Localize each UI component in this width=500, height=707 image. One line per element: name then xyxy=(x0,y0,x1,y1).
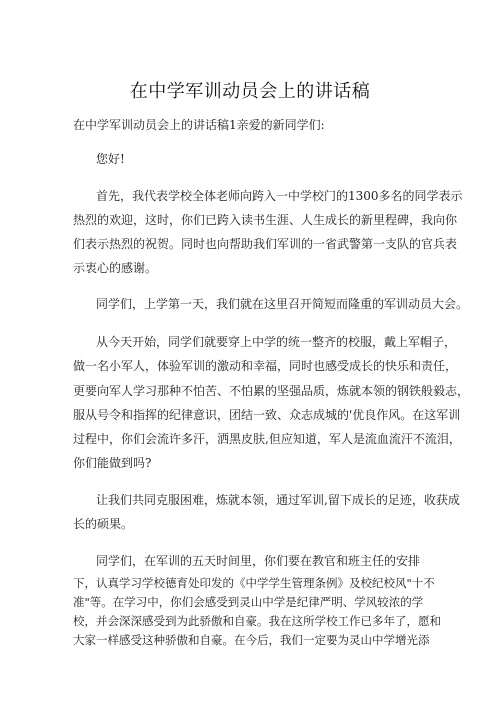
paragraph-line: 们表示热烈的祝贺。同时也向帮助我们军训的一省武警第一支队的官兵表 xyxy=(73,237,458,251)
paragraph-line: 首先，我代表学校全体老师向跨入一中学校门的1300多名的同学表示 xyxy=(96,189,463,203)
paragraph-line: 您好! xyxy=(96,152,125,166)
paragraph-line: 让我们共同克服困难，炼就本领，通过军训,留下成长的足迹，收获成 xyxy=(96,493,460,507)
paragraph-line: 准"等。在学习中，你们会感受到灵山中学是纪律严明、学风较浓的学 xyxy=(73,595,424,609)
paragraph-line: 热烈的欢迎，这时，你们已跨入读书生涯、人生成长的新里程碑，我向你 xyxy=(73,213,458,227)
paragraph-line: 同学们，上学第一天，我们就在这里召开简短而隆重的军训动员大会。 xyxy=(96,297,469,311)
paragraph-line: 更要向军人学习那种不怕苦、不怕累的坚强品质，炼就本领的钢铁般毅志， xyxy=(73,384,470,398)
paragraph-line: 长的硕果。 xyxy=(73,517,134,531)
paragraph-line: 下，认真学习学校德育处印发的《中学学生管理条例》及校纪校风"十不 xyxy=(73,576,435,590)
paragraph-line: 在中学军训动员会上的讲话稿1亲爱的新同学们: xyxy=(73,118,325,132)
paragraph-line: 校，并会深深感受到为此骄傲和自豪。我在这所学校工作已多年了，愿和 xyxy=(73,614,441,628)
paragraph-line: 服从号令和指挥的纪律意识，团结一致、众志成城的'优良作风。在这军训 xyxy=(73,408,461,422)
document-title: 在中学军训动员会上的讲话稿 xyxy=(129,81,371,102)
paragraph-line: 从今天开始，同学们就要穿上中学的统一整齐的校服，戴上军帽子， xyxy=(96,335,457,349)
paragraph-line: 同学们，在军训的五天时间里，你们要在教官和班主任的安排 xyxy=(96,554,421,568)
paragraph-line: 你们能做到吗? xyxy=(73,456,152,470)
paragraph-line: 示衷心的感谢。 xyxy=(73,261,158,275)
paragraph-line: 大家一样感受这种骄傲和自豪。在今后，我们一定要为灵山中学增光添 xyxy=(73,633,430,647)
paragraph-line: 过程中，你们会流许多汗，洒黑皮肤,但应知道，军人是流血流汗不流泪， xyxy=(73,432,461,446)
paragraph-line: 做一名小军人，体验军训的激动和幸福，同时也感受成长的快乐和责任， xyxy=(73,359,458,373)
